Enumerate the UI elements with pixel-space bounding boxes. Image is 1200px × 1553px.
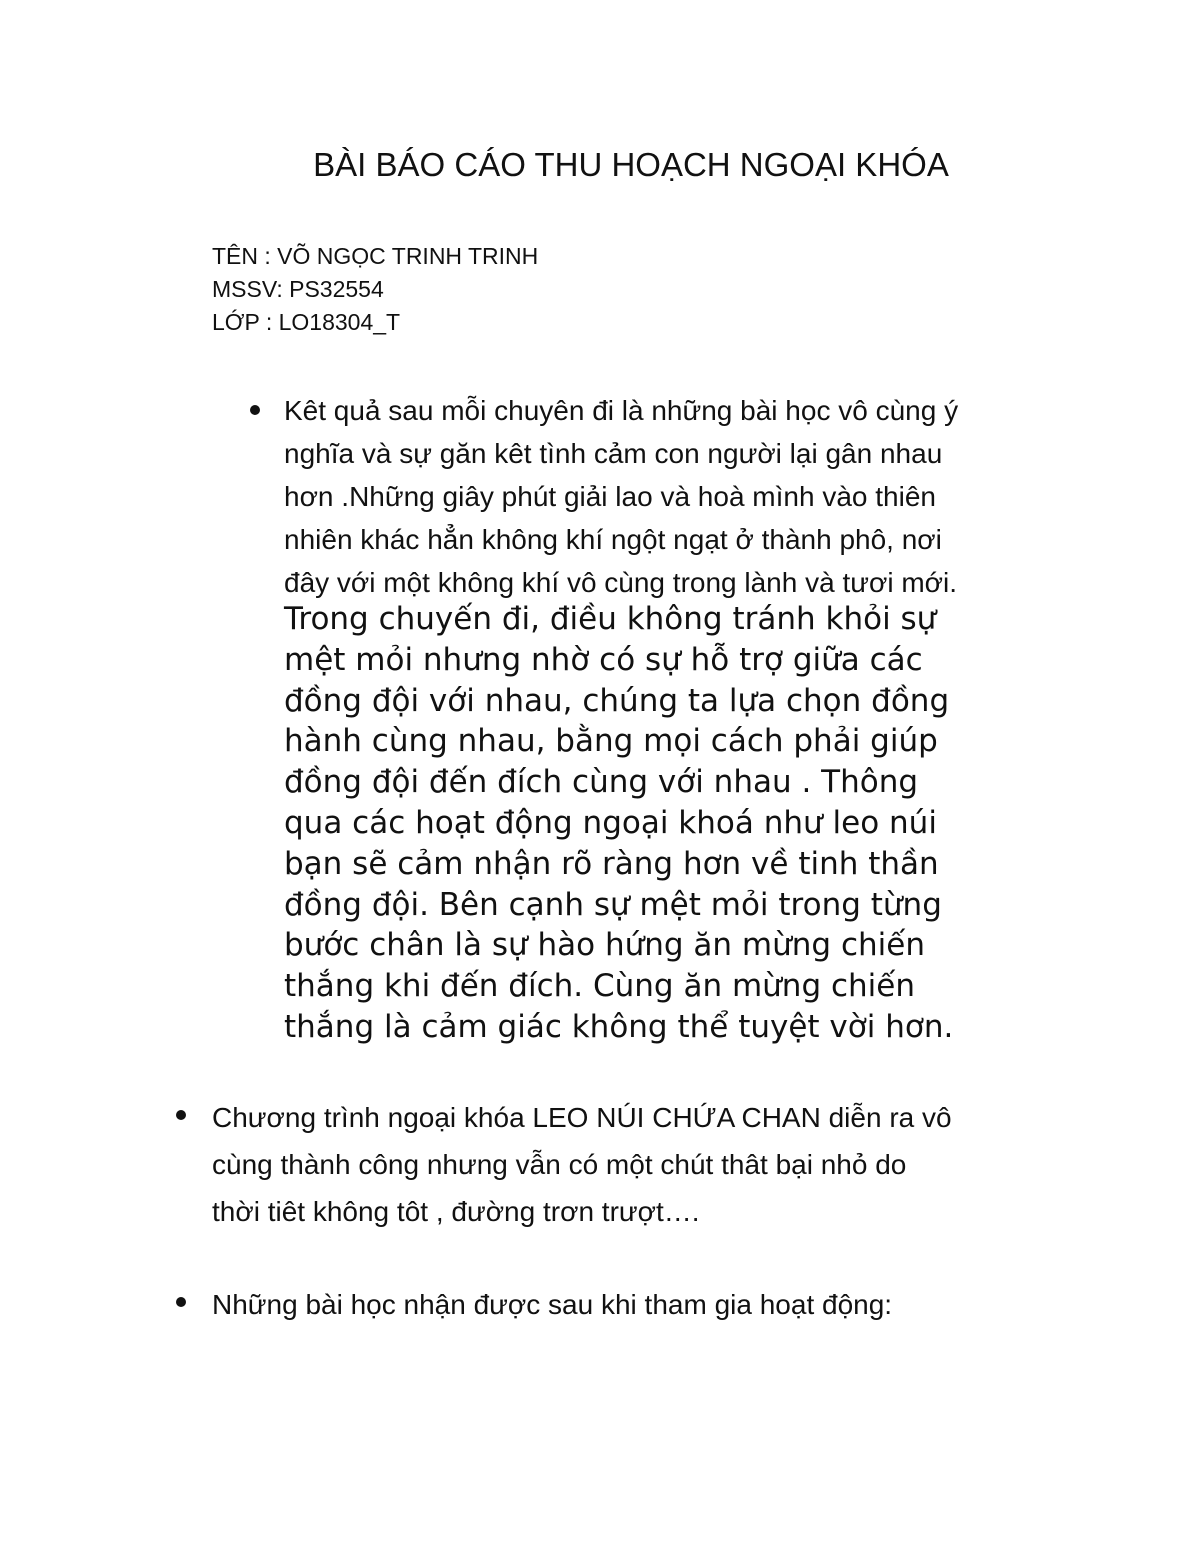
- bullet-text: Những bài học nhận được sau khi tham gia hoạt động:: [212, 1289, 893, 1320]
- bullet-icon: [250, 405, 260, 415]
- bullet-text-part2: Trong chuyến đi, điều không tránh khỏi sự mệt mỏi nhưng nhờ có sự hỗ trợ giữa các đồng đội với nhau, chúng ta lựa chọn đồng hành cùng nhau, bằng mọi cách phải giúp đồng đội đến đích cùng với nhau . Thông qua các hoạt động ngoại khoá như leo núi bạn sẽ cảm nhận rõ ràng hơn về tinh thần đồng đội. Bên cạnh sự mệt mỏi trong từng bước chân là sự hào hứng ăn mừng chiến thắng khi đến đích. Cùng ăn mừng chiến thắng là cảm giác không thể tuyệt vời hơn.: [284, 601, 954, 1045]
- student-name: TÊN : VÕ NGỌC TRINH TRINH: [212, 243, 539, 269]
- student-class: LỚP : LO18304_T: [212, 309, 401, 335]
- bullet-text-part1: Kêt quả sau mỗi chuyên đi là những bài học vô cùng ý nghĩa và sự găn kêt tình cảm con người lại gân nhau hơn .Những giây phút giải lao và hoà mình vào thiên nhiên khác hẳn không khí ngột ngạt ở thành phô, nơi đây với một không khí vô cùng trong lành và tươi mới.: [284, 395, 959, 598]
- student-info: [212, 240, 538, 339]
- document-title: BÀI BÁO CÁO THU HOẠCH NGOẠI KHÓA: [313, 146, 949, 183]
- bullet-item-program: [212, 1094, 1112, 1235]
- bullet-item-results: [284, 389, 1084, 1048]
- bullet-text: Chương trình ngoại khóa LEO NÚI CHỨA CHAN diễn ra vô cùng thành công nhưng vẫn có một chút thât bại nhỏ do thời tiêt không tôt , đường trơn trượt….: [212, 1102, 952, 1227]
- bullet-icon: [176, 1297, 186, 1307]
- student-id: MSSV: PS32554: [212, 276, 384, 302]
- bullet-item-lessons: [212, 1281, 1112, 1328]
- bullet-icon: [176, 1110, 186, 1120]
